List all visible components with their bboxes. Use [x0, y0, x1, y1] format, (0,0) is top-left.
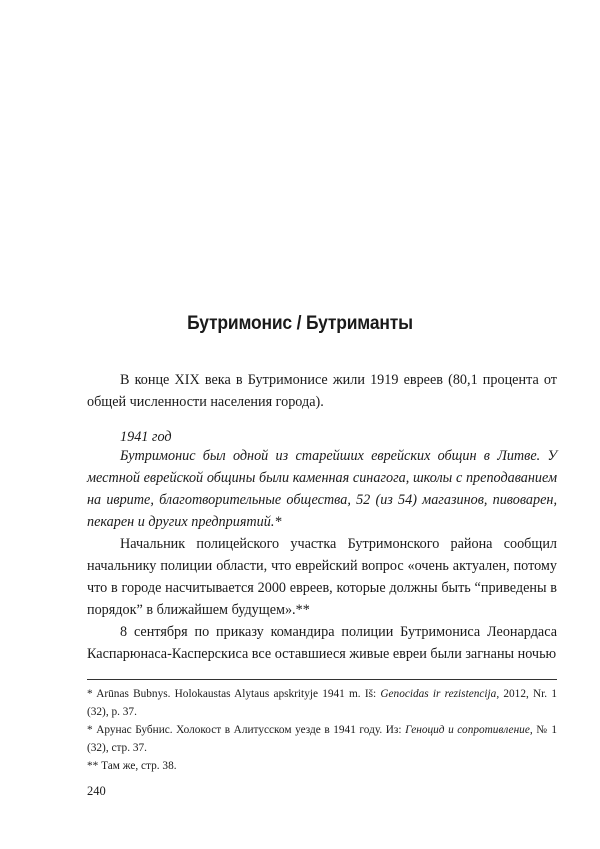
intro-section [87, 369, 557, 413]
page-number: 240 [87, 784, 106, 798]
footnote-2-tail: № 1 (32), стр. 37. [87, 724, 558, 754]
footnote-2-source: Геноцид и сопротивление, [405, 724, 533, 736]
footnote-1 [87, 685, 557, 721]
paragraph-september: 8 сентября по приказу командира полиции Бутримониса Леонардаса Каспарюнаса-Касперскиса все оставшиеся живые евреи были загнаны ночью [87, 624, 557, 662]
main-text [87, 445, 557, 665]
italic-paragraph: Бутримонис был одной из старейших еврейских общин в Литве. У местной еврейской общины были каменная синагога, школы с преподаванием на иврите, благотворительные общества, 52 (из 54) магазинов, пивоварен, пекарен и других предприятий.* [87, 448, 557, 530]
intro-paragraph: В конце XIX века в Бутримонисе жили 1919 евреев (80,1 процента от общей численности населения города). [87, 372, 557, 410]
footnotes [87, 685, 557, 775]
footnote-2-text: * Арунас Бубнис. Холокост в Алитусском уезде в 1941 году. Из: [87, 724, 406, 736]
page-title: Бутримонис / Бутриманты [187, 313, 413, 334]
footnote-1-tail: 2012, Nr. 1 (32), p. 37. [87, 688, 557, 718]
year-heading: 1941 год [120, 429, 172, 445]
footnote-1-source: Genocidas ir rezistencija, [380, 688, 500, 700]
footnote-divider [87, 679, 557, 680]
paragraph-police-report: Начальник полицейского участка Бутримонского района сообщил начальнику полиции области, что еврейский вопрос «очень актуален, потому что в городе насчитывается 2000 евреев, которые должны быть “приведены в порядок” в ближайшем будущем».** [87, 536, 557, 618]
footnote-2 [87, 721, 557, 757]
footnote-3: ** Там же, стр. 38. [87, 760, 177, 772]
footnote-1-text: * Arūnas Bubnys. Holokaustas Alytaus apskrityje 1941 m. Iš: [87, 688, 381, 700]
